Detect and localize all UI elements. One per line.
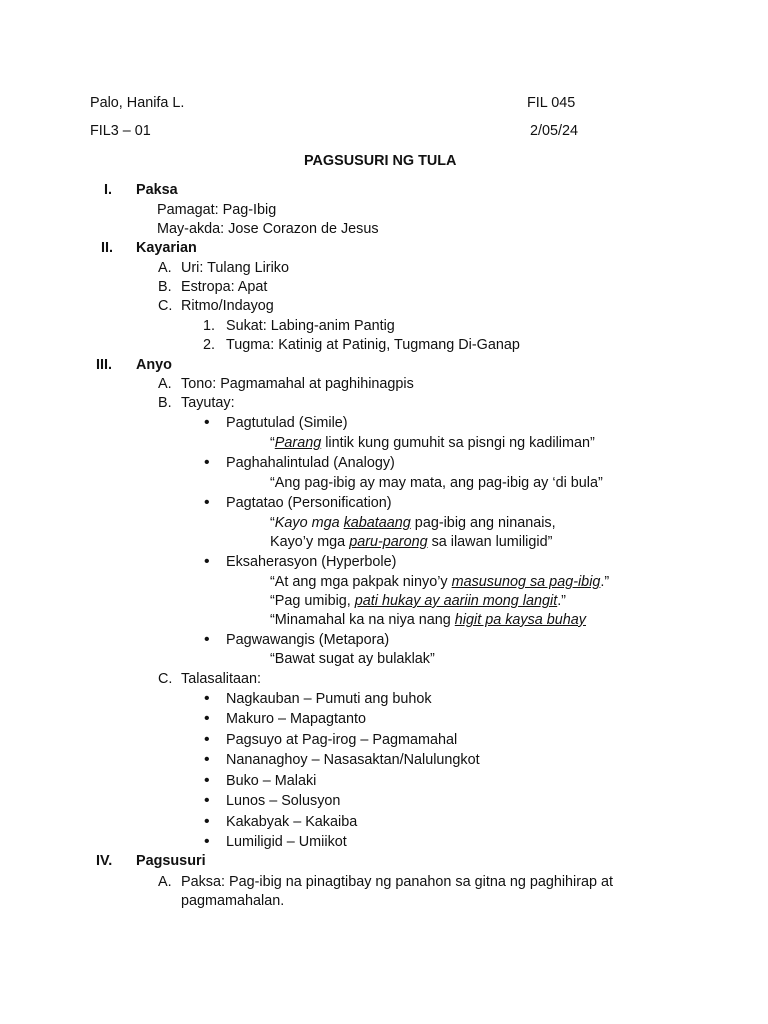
quote-text: “Minamahal ka na niya nang [270, 612, 455, 628]
personification-label: • Pagtatao (Personification) [226, 494, 392, 512]
vocab-item: • Pagsuyo at Pag-irog – Pagmamahal [226, 731, 457, 749]
pamagat: Pamagat: Pag-Ibig [157, 202, 277, 218]
vocab-item: • Nananaghoy – Nasasaktan/Nalulungkot [226, 751, 480, 769]
emphasis: masusunog sa pag-ibig [451, 574, 601, 590]
pagsusuri-paksa-line-2: pagmamahalan. [181, 893, 285, 909]
hyperbole-line-2 [270, 592, 566, 610]
analogy-label: • Paghahalintulad (Analogy) [226, 454, 395, 472]
quote-text: “At ang mga pakpak ninyo’y [270, 574, 452, 590]
page-title: PAGSUSURI NG TULA [304, 153, 457, 169]
emphasis: pati hukay ay aariin mong langit [354, 593, 558, 609]
list-marker: 1. [203, 318, 216, 334]
vocab-item: • Buko – Malaki [226, 772, 316, 790]
list-marker: B. [158, 279, 172, 295]
student-name: Palo, Hanifa L. [90, 95, 185, 111]
hyperbole-line-3 [270, 611, 586, 629]
quote-text: sa ilawan lumiligid” [427, 534, 553, 550]
emphasis: higit pa kaysa buhay [454, 612, 586, 628]
list-marker: B. [158, 395, 172, 411]
quote-text: pag-ibig ang ninanais, [410, 515, 556, 531]
tayutay: Tayutay: [181, 395, 235, 411]
quote-text: lintik kung gumuhit sa pisngi ng kadiliman” [321, 435, 595, 451]
emphasis: Parang [274, 435, 322, 451]
estropa: Estropa: Apat [181, 279, 268, 295]
hyperbole-line-1 [270, 573, 609, 591]
section-1-numeral: I. [104, 182, 112, 198]
quote-text: Kayo mga [274, 515, 344, 531]
may-akda: May-akda: Jose Corazon de Jesus [157, 221, 379, 237]
vocab-item: • Nagkauban – Pumuti ang buhok [226, 690, 432, 708]
simile-quote [270, 434, 595, 452]
quote-text: “Pag umibig, [270, 593, 355, 609]
section-2-numeral: II. [101, 240, 113, 256]
vocab-item: • Lunos – Solusyon [226, 792, 340, 810]
simile-label: • Pagtutulad (Simile) [226, 414, 348, 432]
list-marker: A. [158, 260, 172, 276]
section-4-numeral: IV. [96, 853, 113, 869]
personification-line-1 [270, 514, 556, 532]
emphasis: paru-parong [349, 534, 428, 550]
vocab-item: • Kakabyak – Kakaiba [226, 813, 357, 831]
ritmo: Ritmo/Indayog [181, 298, 274, 314]
quote-text: .” [600, 574, 610, 590]
metaphor-label: • Pagwawangis (Metapora) [226, 631, 389, 649]
section-4-heading: Pagsusuri [136, 853, 206, 869]
list-marker: A. [158, 376, 172, 392]
section-1-heading: Paksa [136, 182, 178, 198]
list-marker: C. [158, 298, 173, 314]
sukat: Sukat: Labing-anim Pantig [226, 318, 395, 334]
quote-mark: “ [270, 515, 275, 531]
section-2-heading: Kayarian [136, 240, 197, 256]
list-marker: 2. [203, 337, 216, 353]
personification-line-2 [270, 533, 552, 551]
vocab-item: • Lumiligid – Umiikot [226, 833, 347, 851]
vocab-item: • Makuro – Mapagtanto [226, 710, 366, 728]
analogy-quote: “Ang pag-ibig ay may mata, ang pag-ibig ay ‘di bula” [270, 475, 603, 491]
talasalitaan: Talasalitaan: [181, 671, 261, 687]
date: 2/05/24 [530, 123, 579, 139]
metaphor-quote: “Bawat sugat ay bulaklak” [270, 651, 435, 667]
hyperbole-label: • Eksaherasyon (Hyperbole) [226, 553, 396, 571]
tono: Tono: Pagmamahal at paghihinagpis [181, 376, 414, 392]
quote-text: .” [557, 593, 566, 609]
quote-mark: “ [270, 435, 275, 451]
uri: Uri: Tulang Liriko [181, 260, 289, 276]
emphasis: kabataang [343, 515, 411, 531]
course-code: FIL 045 [527, 95, 576, 111]
tugma: Tugma: Katinig at Patinig, Tugmang Di-Ganap [226, 337, 520, 353]
pagsusuri-paksa-line-1: Paksa: Pag-ibig na pinagtibay ng panahon sa gitna ng paghihirap at [181, 874, 614, 890]
list-marker: A. [158, 874, 172, 890]
section-3-numeral: III. [96, 357, 112, 373]
quote-text: Kayo’y mga [270, 534, 350, 550]
list-marker: C. [158, 671, 173, 687]
section-code: FIL3 – 01 [90, 123, 151, 139]
section-3-heading: Anyo [136, 357, 172, 373]
